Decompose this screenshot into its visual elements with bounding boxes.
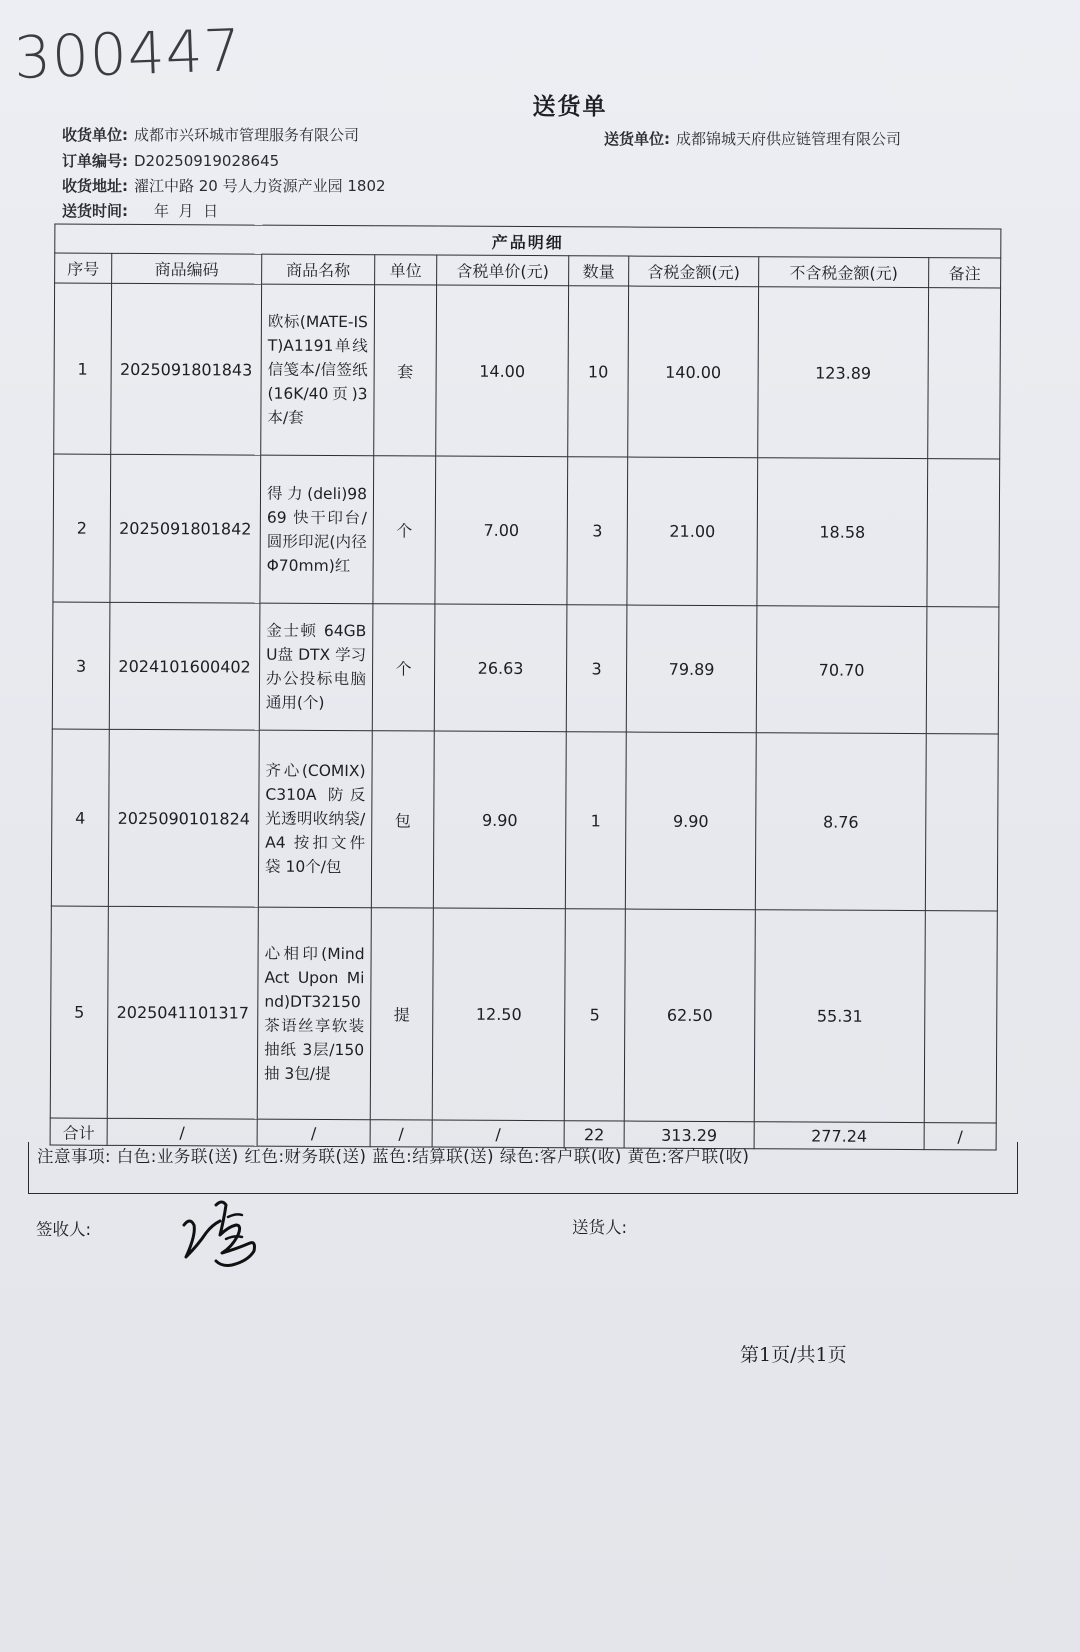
receiver-unit bbox=[62, 124, 359, 145]
total-amount: 313.29 bbox=[624, 1121, 754, 1149]
cell-no: 3 bbox=[52, 602, 110, 729]
cell-name: 齐心(COMIX)C310A 防反光透明收纳袋/A4 按扣文件袋 10个/包 bbox=[258, 730, 372, 908]
cell-net-amount: 70.70 bbox=[756, 606, 927, 734]
cell-code: 2025091801842 bbox=[110, 454, 261, 603]
cell-price: 26.63 bbox=[434, 604, 567, 732]
deliverer-label: 送货人: bbox=[572, 1218, 628, 1237]
notes: 注意事项: 白色:业务联(送) 红色:财务联(送) 蓝色:结算联(送) 绿色:客户联(收) 黄色:客户联(收) bbox=[28, 1142, 1018, 1194]
cell-code: 2025091801843 bbox=[111, 283, 262, 455]
cell-net-amount: 18.58 bbox=[757, 458, 928, 607]
cell-no: 2 bbox=[53, 454, 111, 602]
order-number-value: D20250919028645 bbox=[134, 152, 280, 170]
sender-unit-label: 送货单位: bbox=[604, 130, 670, 148]
cell-net-amount: 55.31 bbox=[754, 910, 925, 1123]
cell-code: 2025090101824 bbox=[108, 729, 259, 907]
total-price: / bbox=[432, 1120, 564, 1148]
delivery-time bbox=[62, 200, 218, 221]
table-row bbox=[54, 283, 1001, 459]
cell-qty: 10 bbox=[568, 286, 629, 457]
cell-remark bbox=[928, 288, 1001, 459]
header-code: 商品编码 bbox=[112, 253, 262, 284]
cell-unit: 个 bbox=[372, 604, 435, 731]
receiver-unit-label: 收货单位: bbox=[62, 126, 128, 144]
cell-net-amount: 123.89 bbox=[758, 287, 929, 459]
table-row bbox=[50, 906, 997, 1123]
delivery-time-value: 年 月 日 bbox=[154, 202, 219, 220]
cell-net-amount: 8.76 bbox=[755, 733, 926, 911]
product-detail-table bbox=[50, 224, 1002, 1151]
cell-unit: 提 bbox=[370, 908, 433, 1120]
handwritten-number: 300447 bbox=[12, 16, 243, 92]
cell-no: 5 bbox=[50, 906, 108, 1118]
delivery-address bbox=[62, 175, 386, 196]
cell-unit: 套 bbox=[374, 285, 437, 456]
cell-name: 得力(deli)9869 快干印台/圆形印泥(内径Φ70mm)红 bbox=[260, 455, 374, 604]
cell-code: 2025041101317 bbox=[107, 906, 258, 1119]
receiver-unit-value: 成都市兴环城市管理服务有限公司 bbox=[134, 126, 360, 144]
signer-label: 签收人: bbox=[36, 1220, 92, 1239]
header-amount: 含税金额(元) bbox=[629, 256, 759, 287]
cell-qty: 5 bbox=[564, 909, 625, 1121]
cell-qty: 3 bbox=[567, 457, 628, 605]
table-row bbox=[52, 602, 999, 734]
cell-remark bbox=[925, 734, 998, 911]
header-qty: 数量 bbox=[569, 256, 629, 286]
header-name: 商品名称 bbox=[262, 254, 375, 285]
total-net-amount: 277.24 bbox=[754, 1122, 924, 1150]
header-price: 含税单价(元) bbox=[437, 255, 569, 286]
sender-unit bbox=[604, 128, 901, 149]
total-remark: / bbox=[924, 1123, 996, 1150]
cell-remark bbox=[926, 607, 999, 734]
cell-price: 12.50 bbox=[432, 908, 565, 1121]
total-name: / bbox=[257, 1119, 370, 1147]
total-label: 合计 bbox=[50, 1118, 107, 1145]
delivery-time-label: 送货时间: bbox=[62, 202, 128, 220]
order-number bbox=[62, 150, 279, 171]
handwritten-signature bbox=[176, 1195, 276, 1275]
cell-price: 9.90 bbox=[433, 731, 566, 909]
header-remark: 备注 bbox=[929, 258, 1001, 288]
page-info: 第1页/共1页 bbox=[740, 1344, 847, 1366]
cell-unit: 包 bbox=[371, 731, 434, 908]
cell-unit: 个 bbox=[373, 456, 436, 604]
cell-code: 2024101600402 bbox=[109, 602, 260, 730]
cell-remark bbox=[927, 459, 1000, 607]
cell-price: 7.00 bbox=[435, 456, 568, 605]
cell-amount: 9.90 bbox=[625, 732, 756, 910]
sender-unit-value: 成都锦城天府供应链管理有限公司 bbox=[676, 130, 902, 148]
cell-amount: 62.50 bbox=[624, 909, 755, 1122]
cell-name: 欧标(MATE-IST)A1191单线信笺本/信签纸(16K/40页)3本/套 bbox=[261, 284, 375, 456]
table-row bbox=[51, 729, 998, 911]
cell-no: 4 bbox=[51, 729, 109, 906]
document-title: 送货单 bbox=[532, 94, 608, 120]
header-net-amount: 不含税金额(元) bbox=[759, 257, 929, 288]
cell-price: 14.00 bbox=[436, 285, 569, 457]
cell-name: 心相印(Mind Act Upon Mind)DT32150 茶语丝享软装抽纸 3层/150抽 3包/提 bbox=[257, 907, 371, 1120]
order-number-label: 订单编号: bbox=[62, 152, 128, 170]
table-row bbox=[53, 454, 1000, 607]
cell-no: 1 bbox=[54, 283, 112, 454]
cell-amount: 21.00 bbox=[627, 457, 758, 606]
cell-qty: 3 bbox=[566, 605, 627, 732]
total-code: / bbox=[107, 1118, 257, 1146]
delivery-address-label: 收货地址: bbox=[62, 177, 128, 195]
cell-remark bbox=[924, 911, 997, 1123]
header-no: 序号 bbox=[55, 253, 112, 283]
header-unit: 单位 bbox=[375, 255, 437, 285]
total-qty: 22 bbox=[564, 1121, 624, 1148]
cell-name: 金士顿 64GB U盘 DTX 学习办公投标电脑通用(个) bbox=[259, 603, 373, 731]
cell-amount: 79.89 bbox=[626, 605, 757, 733]
table-section-title: 产品明细 bbox=[55, 224, 1001, 258]
total-unit: / bbox=[370, 1120, 432, 1147]
cell-amount: 140.00 bbox=[628, 286, 759, 458]
delivery-address-value: 濯江中路 20 号人力资源产业园 1802 bbox=[134, 177, 386, 195]
cell-qty: 1 bbox=[565, 732, 626, 909]
